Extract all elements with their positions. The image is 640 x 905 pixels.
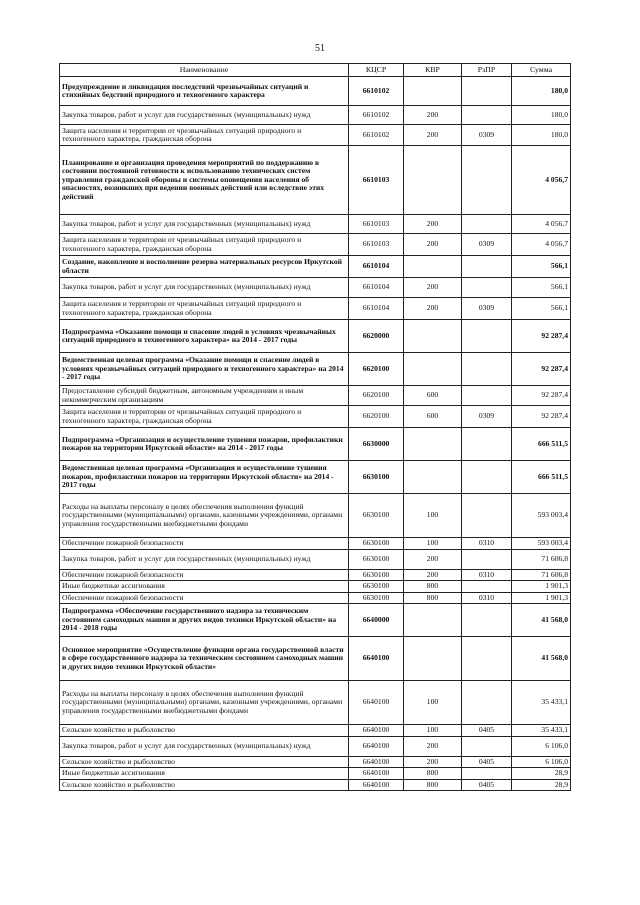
cell-name: Защита населения и территории от чрезвычайных ситуаций природного и техногенного характера, гражданская оборона bbox=[60, 406, 349, 428]
table-row bbox=[60, 106, 571, 125]
cell-kvr bbox=[404, 428, 462, 461]
cell-kvr bbox=[404, 77, 462, 106]
cell-name: Иные бюджетные ассигнования bbox=[60, 581, 349, 593]
cell-kcsr: 6630100 bbox=[349, 592, 404, 604]
cell-name: Защита населения и территории от чрезвычайных ситуаций природного и техногенного характера, гражданская оборона bbox=[60, 125, 349, 146]
cell-rzpr: 0310 bbox=[462, 538, 512, 550]
cell-rzpr bbox=[462, 428, 512, 461]
cell-kvr: 800 bbox=[404, 768, 462, 780]
cell-kcsr: 6610103 bbox=[349, 234, 404, 256]
table-row bbox=[60, 581, 571, 593]
cell-kcsr: 6630000 bbox=[349, 428, 404, 461]
cell-name: Ведомственная целевая программа «Оказание помощи и спасение людей в условиях чрезвычайных ситуаций природного и техногенного характера» на 2014 - 2017 годы bbox=[60, 353, 349, 386]
cell-kvr: 100 bbox=[404, 494, 462, 538]
cell-rzpr bbox=[462, 106, 512, 125]
cell-name: Предоставление субсидий бюджетным, автономным учреждениям и иным некоммерческим организациям bbox=[60, 386, 349, 406]
table-header-row bbox=[60, 64, 571, 77]
cell-rzpr: 0405 bbox=[462, 779, 512, 791]
cell-name: Защита населения и территории от чрезвычайных ситуаций природного и техногенного характера, гражданская оборона bbox=[60, 298, 349, 320]
cell-kcsr: 6620100 bbox=[349, 353, 404, 386]
page-number: 51 bbox=[315, 43, 325, 54]
table-row bbox=[60, 549, 571, 569]
cell-kcsr: 6620100 bbox=[349, 386, 404, 406]
cell-kcsr: 6630100 bbox=[349, 494, 404, 538]
table-row bbox=[60, 278, 571, 298]
table-row bbox=[60, 298, 571, 320]
header-name: Наименование bbox=[60, 64, 349, 77]
cell-name: Основное мероприятие «Осуществление функции органа государственной власти в сфере государственного надзора за техническим состоянием самоходных машин и других видов техники Иркутской области» bbox=[60, 637, 349, 681]
cell-name: Обеспечение пожарной безопасности bbox=[60, 569, 349, 581]
cell-kcsr: 6610104 bbox=[349, 278, 404, 298]
cell-sum: 1 901,3 bbox=[512, 581, 571, 593]
cell-kvr bbox=[404, 353, 462, 386]
cell-name: Закупка товаров, работ и услуг для государственных (муниципальных) нужд bbox=[60, 549, 349, 569]
cell-name: Подпрограмма «Обеспечение государственного надзора за техническим состоянием самоходных машин и других видов техники Иркутской области» на 2014 - 2018 годы bbox=[60, 604, 349, 637]
cell-sum: 92 287,4 bbox=[512, 386, 571, 406]
cell-kvr bbox=[404, 146, 462, 215]
cell-rzpr bbox=[462, 681, 512, 725]
cell-kcsr: 6610104 bbox=[349, 298, 404, 320]
table-body bbox=[60, 77, 571, 791]
cell-kcsr: 6610102 bbox=[349, 106, 404, 125]
cell-kcsr: 6640100 bbox=[349, 779, 404, 791]
cell-sum: 566,1 bbox=[512, 298, 571, 320]
cell-kvr: 200 bbox=[404, 106, 462, 125]
cell-rzpr bbox=[462, 549, 512, 569]
cell-sum: 92 287,4 bbox=[512, 320, 571, 353]
cell-sum: 71 606,8 bbox=[512, 549, 571, 569]
cell-sum: 6 106,0 bbox=[512, 736, 571, 756]
cell-kcsr: 6630100 bbox=[349, 538, 404, 550]
cell-kvr: 200 bbox=[404, 549, 462, 569]
cell-rzpr bbox=[462, 215, 512, 234]
cell-name: Сельское хозяйство и рыболовство bbox=[60, 756, 349, 768]
cell-name: Иные бюджетные ассигнования bbox=[60, 768, 349, 780]
table-row bbox=[60, 736, 571, 756]
cell-kcsr: 6610103 bbox=[349, 146, 404, 215]
cell-rzpr bbox=[462, 494, 512, 538]
cell-kcsr: 6640100 bbox=[349, 736, 404, 756]
cell-name: Сельское хозяйство и рыболовство bbox=[60, 725, 349, 737]
cell-sum: 666 511,5 bbox=[512, 461, 571, 494]
table-row bbox=[60, 461, 571, 494]
cell-kcsr: 6640100 bbox=[349, 756, 404, 768]
cell-rzpr bbox=[462, 278, 512, 298]
cell-kvr bbox=[404, 604, 462, 637]
cell-name: Ведомственная целевая программа «Организация и осуществление тушения пожаров, профилактики пожаров на территории Иркутской области» на 2014 - 2017 годы bbox=[60, 461, 349, 494]
cell-kvr bbox=[404, 637, 462, 681]
cell-kvr: 200 bbox=[404, 278, 462, 298]
cell-rzpr bbox=[462, 768, 512, 780]
cell-kvr: 200 bbox=[404, 736, 462, 756]
cell-rzpr: 0309 bbox=[462, 406, 512, 428]
table-row bbox=[60, 725, 571, 737]
cell-name: Подпрограмма «Оказание помощи и спасение людей в условиях чрезвычайных ситуаций природного и техногенного характера» на 2014 - 2017 годы bbox=[60, 320, 349, 353]
cell-sum: 28,9 bbox=[512, 768, 571, 780]
header-rzpr: РзПР bbox=[462, 64, 512, 77]
cell-sum: 180,0 bbox=[512, 77, 571, 106]
table-row bbox=[60, 592, 571, 604]
cell-kvr: 200 bbox=[404, 298, 462, 320]
cell-kcsr: 6640100 bbox=[349, 637, 404, 681]
cell-name: Сельское хозяйство и рыболовство bbox=[60, 779, 349, 791]
cell-kvr: 800 bbox=[404, 592, 462, 604]
cell-rzpr: 0309 bbox=[462, 234, 512, 256]
table-row bbox=[60, 538, 571, 550]
table-row bbox=[60, 779, 571, 791]
cell-kvr: 800 bbox=[404, 779, 462, 791]
cell-sum: 4 056,7 bbox=[512, 215, 571, 234]
cell-kvr: 200 bbox=[404, 569, 462, 581]
header-sum: Сумма bbox=[512, 64, 571, 77]
table-row bbox=[60, 125, 571, 146]
cell-sum: 92 287,4 bbox=[512, 353, 571, 386]
cell-kcsr: 6630100 bbox=[349, 569, 404, 581]
cell-rzpr: 0405 bbox=[462, 756, 512, 768]
budget-table bbox=[59, 63, 571, 791]
cell-sum: 4 056,7 bbox=[512, 234, 571, 256]
cell-sum: 666 511,5 bbox=[512, 428, 571, 461]
cell-name: Закупка товаров, работ и услуг для государственных (муниципальных) нужд bbox=[60, 736, 349, 756]
table-row bbox=[60, 256, 571, 278]
cell-sum: 566,1 bbox=[512, 256, 571, 278]
cell-kcsr: 6640000 bbox=[349, 604, 404, 637]
cell-rzpr bbox=[462, 581, 512, 593]
table-row bbox=[60, 604, 571, 637]
cell-rzpr bbox=[462, 353, 512, 386]
cell-rzpr bbox=[462, 320, 512, 353]
cell-kcsr: 6610104 bbox=[349, 256, 404, 278]
cell-kvr bbox=[404, 461, 462, 494]
cell-name: Закупка товаров, работ и услуг для государственных (муниципальных) нужд bbox=[60, 106, 349, 125]
table-row bbox=[60, 77, 571, 106]
cell-kvr: 600 bbox=[404, 386, 462, 406]
table-row bbox=[60, 681, 571, 725]
cell-kvr: 200 bbox=[404, 234, 462, 256]
table-row bbox=[60, 756, 571, 768]
cell-kcsr: 6620100 bbox=[349, 406, 404, 428]
cell-sum: 41 568,0 bbox=[512, 604, 571, 637]
cell-name: Предупреждение и ликвидация последствий чрезвычайных ситуаций и стихийных бедствий природного и техногенного характера bbox=[60, 77, 349, 106]
cell-name: Защита населения и территории от чрезвычайных ситуаций природного и техногенного характера, гражданская оборона bbox=[60, 234, 349, 256]
cell-kcsr: 6640100 bbox=[349, 681, 404, 725]
cell-kvr: 800 bbox=[404, 581, 462, 593]
cell-rzpr bbox=[462, 386, 512, 406]
cell-name: Обеспечение пожарной безопасности bbox=[60, 538, 349, 550]
cell-rzpr bbox=[462, 736, 512, 756]
table-row bbox=[60, 768, 571, 780]
cell-rzpr bbox=[462, 77, 512, 106]
table-row bbox=[60, 494, 571, 538]
cell-kvr: 200 bbox=[404, 125, 462, 146]
cell-kcsr: 6640100 bbox=[349, 768, 404, 780]
cell-rzpr bbox=[462, 604, 512, 637]
header-kcsr: КЦСР bbox=[349, 64, 404, 77]
table-row bbox=[60, 320, 571, 353]
cell-sum: 180,0 bbox=[512, 125, 571, 146]
cell-sum: 180,0 bbox=[512, 106, 571, 125]
cell-sum: 566,1 bbox=[512, 278, 571, 298]
table-row bbox=[60, 146, 571, 215]
cell-sum: 35 433,1 bbox=[512, 681, 571, 725]
cell-name: Подпрограмма «Организация и осуществление тушения пожаров, профилактики пожаров на территории Иркутской области» на 2014 - 2017 годы bbox=[60, 428, 349, 461]
cell-kcsr: 6620000 bbox=[349, 320, 404, 353]
cell-sum: 593 003,4 bbox=[512, 494, 571, 538]
cell-sum: 6 106,0 bbox=[512, 756, 571, 768]
cell-kvr bbox=[404, 256, 462, 278]
cell-sum: 71 606,8 bbox=[512, 569, 571, 581]
table-row bbox=[60, 215, 571, 234]
cell-kvr: 200 bbox=[404, 215, 462, 234]
cell-kcsr: 6630100 bbox=[349, 461, 404, 494]
cell-sum: 35 433,1 bbox=[512, 725, 571, 737]
cell-name: Закупка товаров, работ и услуг для государственных (муниципальных) нужд bbox=[60, 215, 349, 234]
cell-kvr: 100 bbox=[404, 538, 462, 550]
table-row bbox=[60, 406, 571, 428]
table-row bbox=[60, 428, 571, 461]
cell-kcsr: 6640100 bbox=[349, 725, 404, 737]
cell-kvr: 100 bbox=[404, 725, 462, 737]
cell-sum: 593 003,4 bbox=[512, 538, 571, 550]
cell-kcsr: 6610102 bbox=[349, 125, 404, 146]
table-row bbox=[60, 353, 571, 386]
cell-rzpr bbox=[462, 256, 512, 278]
cell-name: Обеспечение пожарной безопасности bbox=[60, 592, 349, 604]
cell-rzpr: 0310 bbox=[462, 592, 512, 604]
cell-rzpr bbox=[462, 637, 512, 681]
cell-sum: 28,9 bbox=[512, 779, 571, 791]
cell-kvr bbox=[404, 320, 462, 353]
cell-rzpr: 0405 bbox=[462, 725, 512, 737]
cell-sum: 1 901,3 bbox=[512, 592, 571, 604]
cell-sum: 92 287,4 bbox=[512, 406, 571, 428]
cell-name: Расходы на выплаты персоналу в целях обеспечения выполнения функций государственными (муниципальными) органами, казенными учреждениями, органами управления государственными внебюджетными фондами bbox=[60, 681, 349, 725]
cell-kcsr: 6630100 bbox=[349, 549, 404, 569]
table-row bbox=[60, 637, 571, 681]
cell-kcsr: 6610103 bbox=[349, 215, 404, 234]
cell-rzpr: 0310 bbox=[462, 569, 512, 581]
cell-kvr: 200 bbox=[404, 756, 462, 768]
header-kvr: КВР bbox=[404, 64, 462, 77]
cell-sum: 41 568,0 bbox=[512, 637, 571, 681]
table-row bbox=[60, 234, 571, 256]
cell-rzpr bbox=[462, 146, 512, 215]
cell-name: Закупка товаров, работ и услуг для государственных (муниципальных) нужд bbox=[60, 278, 349, 298]
cell-kcsr: 6610102 bbox=[349, 77, 404, 106]
cell-rzpr: 0309 bbox=[462, 125, 512, 146]
cell-kvr: 600 bbox=[404, 406, 462, 428]
cell-name: Планирование и организация проведения мероприятий по поддержанию в состоянии постоянной готовности к использованию технических систем управления гражданской обороны и системы оповещения населения об опасностях, возникших при ведении военных действий или вследствие этих действий bbox=[60, 146, 349, 215]
cell-name: Создание, накопление и восполнение резерва материальных ресурсов Иркутской области bbox=[60, 256, 349, 278]
cell-kvr: 100 bbox=[404, 681, 462, 725]
cell-sum: 4 056,7 bbox=[512, 146, 571, 215]
cell-kcsr: 6630100 bbox=[349, 581, 404, 593]
table-row bbox=[60, 386, 571, 406]
cell-rzpr: 0309 bbox=[462, 298, 512, 320]
table-row bbox=[60, 569, 571, 581]
cell-name: Расходы на выплаты персоналу в целях обеспечения выполнения функций государственными (муниципальными) органами, казенными учреждениями, органами управления государственными внебюджетными фондами bbox=[60, 494, 349, 538]
cell-rzpr bbox=[462, 461, 512, 494]
